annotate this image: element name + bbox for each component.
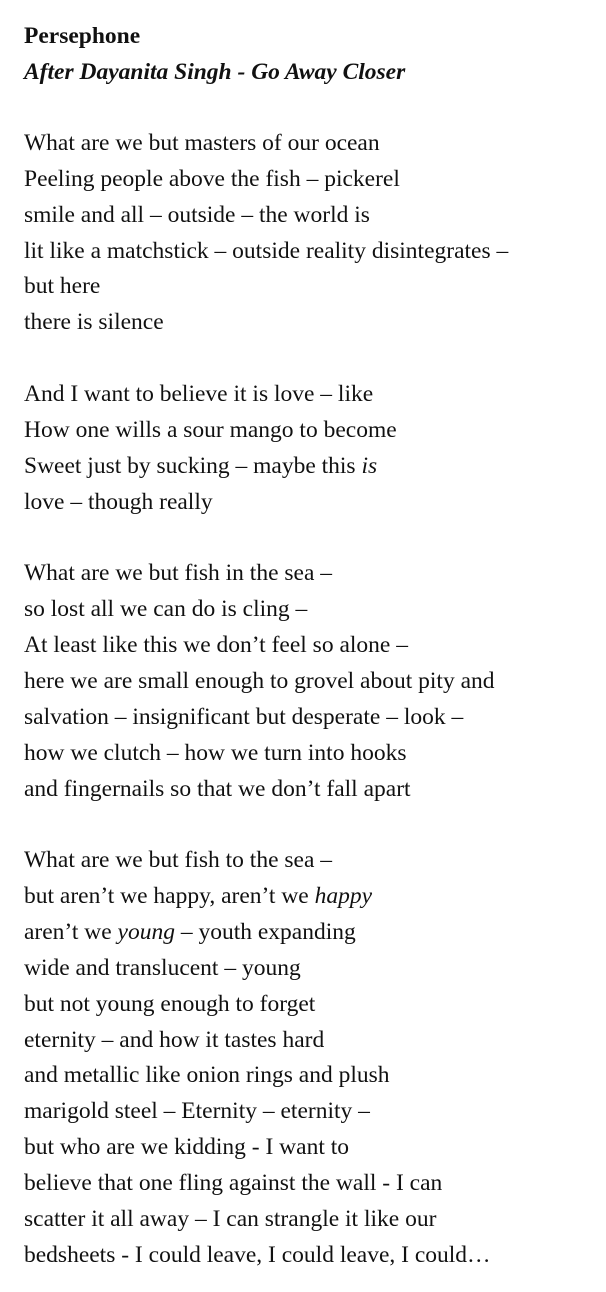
- poem-line: [24, 592, 600, 628]
- line-text: How one wills a sour mango to become: [24, 416, 397, 443]
- line-text: believe that one fling against the wall - I can: [24, 1169, 443, 1196]
- line-text: how we clutch – how we turn into hooks: [24, 739, 407, 766]
- line-text: What are we but masters of our ocean: [24, 130, 380, 156]
- line-text: and fingernails so that we don’t fall apart: [24, 775, 411, 802]
- poem-line: [24, 736, 600, 772]
- italic-text: young: [117, 919, 175, 946]
- line-text: love – though really: [24, 488, 213, 515]
- poem-line: [24, 485, 600, 521]
- poem-line: [24, 951, 600, 987]
- italic-text: happy: [314, 883, 373, 910]
- poem-line: [24, 772, 600, 808]
- stanza: [24, 126, 600, 341]
- line-text: What are we but fish in the sea –: [24, 560, 333, 587]
- poem-line: [24, 1023, 600, 1059]
- line-text: wide and translucent – young: [24, 954, 301, 981]
- line-text: but aren’t we happy, aren’t we: [24, 883, 315, 910]
- poem-line: [24, 162, 600, 198]
- poem-line: [24, 556, 600, 592]
- line-text: so lost all we can do is cling –: [24, 596, 308, 623]
- line-text: What are we but fish to the sea –: [24, 847, 333, 874]
- poem-line: [24, 413, 600, 449]
- italic-text: is: [361, 452, 378, 479]
- line-text: At least like this we don’t feel so alone –: [24, 632, 408, 659]
- poem-line: [24, 700, 600, 736]
- line-text: And I want to believe it is love – like: [24, 381, 374, 408]
- stanza: [24, 377, 600, 520]
- line-text: Sweet just by sucking – maybe this: [24, 452, 362, 479]
- poem-line: [24, 198, 600, 234]
- line-text: smile and all – outside – the world is: [24, 201, 370, 228]
- line-text: here we are small enough to grovel about pity and: [24, 667, 495, 694]
- poem-line: [24, 1166, 600, 1202]
- poem-line: [24, 269, 600, 305]
- line-text: there is silence: [24, 309, 164, 336]
- line-text: aren’t we: [24, 919, 118, 946]
- poem-line: [24, 843, 600, 879]
- poem-subtitle: After Dayanita Singh - Go Away Closer: [24, 59, 406, 85]
- poem-line: [24, 449, 600, 485]
- line-text: but here: [24, 273, 101, 300]
- poem-line: [24, 1130, 600, 1166]
- line-text: scatter it all away – I can strangle it like our: [24, 1205, 437, 1232]
- poem-line: [24, 377, 600, 413]
- poem-line: [24, 1238, 600, 1274]
- poem-page: [24, 18, 600, 1273]
- poem-line: [24, 1058, 600, 1094]
- line-text: Peeling people above the fish – pickerel: [24, 165, 400, 192]
- poem-line: [24, 234, 600, 270]
- line-text: eternity – and how it tastes hard: [24, 1026, 325, 1053]
- line-text: bedsheets - I could leave, I could leave, I could…: [24, 1241, 491, 1268]
- poem-line: [24, 305, 600, 341]
- poem-line: [24, 628, 600, 664]
- poem-line: [24, 987, 600, 1023]
- poem-line: [24, 126, 600, 162]
- poem-line: [24, 1202, 600, 1238]
- line-text: – youth expanding: [174, 919, 356, 946]
- line-text: lit like a matchstick – outside reality disintegrates –: [24, 237, 509, 264]
- line-text: and metallic like onion rings and plush: [24, 1062, 390, 1089]
- poem-line: [24, 879, 600, 915]
- poem-line: [24, 664, 600, 700]
- line-text: salvation – insignificant but desperate – look –: [24, 703, 464, 730]
- poem-body: [24, 126, 600, 1273]
- poem-title: Persephone: [24, 23, 141, 49]
- stanza: [24, 843, 600, 1273]
- line-text: marigold steel – Eternity – eternity –: [24, 1098, 370, 1125]
- line-text: but not young enough to forget: [24, 990, 316, 1017]
- line-text: but who are we kidding - I want to: [24, 1134, 350, 1161]
- stanza: [24, 556, 600, 807]
- poem-line: [24, 1094, 600, 1130]
- poem-line: [24, 915, 600, 951]
